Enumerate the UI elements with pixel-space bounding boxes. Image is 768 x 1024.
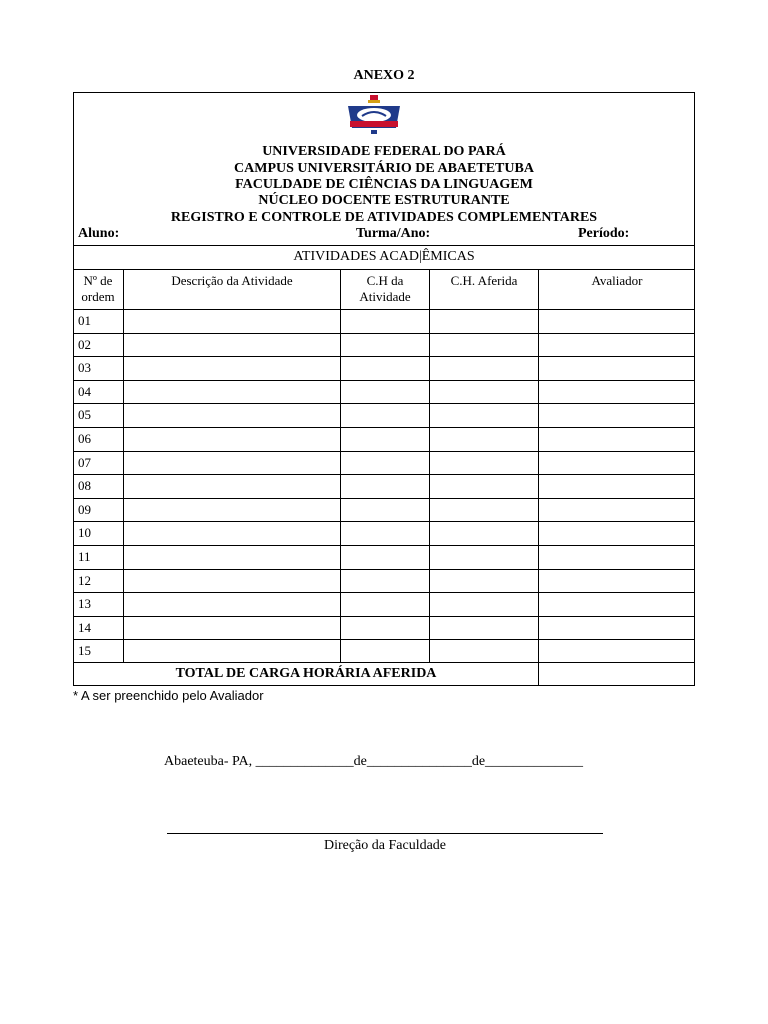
header-faculty: FACULDADE DE CIÊNCIAS DA LINGUAGEM <box>235 177 533 192</box>
row-line <box>73 451 695 452</box>
row-number: 01 <box>78 313 91 328</box>
signature-line <box>167 833 603 834</box>
col-line-2 <box>340 269 341 662</box>
col-order-header: Nº de ordem <box>81 273 115 304</box>
row-line <box>73 521 695 522</box>
row-number: 03 <box>78 360 91 375</box>
row-number: 05 <box>78 407 91 422</box>
col-line-3 <box>429 269 430 662</box>
row-line <box>73 616 695 617</box>
divider-section <box>73 269 695 270</box>
signature-label: Direção da Faculdade <box>323 838 447 853</box>
row-line <box>73 498 695 499</box>
row-line <box>73 545 695 546</box>
student-label: Aluno: <box>78 226 120 241</box>
col-credited-header: C.H. Aferida <box>450 273 518 288</box>
row-line <box>73 356 695 357</box>
col-line-1 <box>123 269 124 662</box>
header-nucleus: NÚCLEO DOCENTE ESTRUTURANTE <box>258 193 510 208</box>
row-line <box>73 427 695 428</box>
section-title: ATIVIDADES ACAD|ÊMICAS <box>293 249 475 264</box>
period-label: Período: <box>578 226 630 241</box>
row-number: 09 <box>78 502 91 517</box>
row-number: 06 <box>78 431 91 446</box>
divider-total <box>73 662 695 663</box>
header-form-title: REGISTRO E CONTROLE DE ATIVIDADES COMPLEMENTARES <box>170 210 598 225</box>
annex-title: ANEXO 2 <box>353 68 415 83</box>
row-number: 08 <box>78 478 91 493</box>
row-number: 04 <box>78 384 91 399</box>
row-number: 14 <box>78 620 91 635</box>
col-line-4 <box>538 269 539 686</box>
header-university: UNIVERSIDADE FEDERAL DO PARÁ <box>262 144 506 159</box>
col-hours-header: C.H da Atividade <box>359 273 411 304</box>
row-number: 10 <box>78 525 91 540</box>
row-line <box>73 474 695 475</box>
footnote: * A ser preenchido pelo Avaliador <box>73 688 264 703</box>
row-line <box>73 333 695 334</box>
header-campus: CAMPUS UNIVERSITÁRIO DE ABAETETUBA <box>234 161 534 176</box>
row-line <box>73 569 695 570</box>
row-line <box>73 403 695 404</box>
col-description-header: Descrição da Atividade <box>171 273 293 288</box>
divider-header <box>73 245 695 246</box>
col-evaluator-header: Avaliador <box>591 273 643 288</box>
row-line <box>73 380 695 381</box>
row-number: 07 <box>78 455 91 470</box>
row-number: 15 <box>78 643 91 658</box>
date-line: Abaeteuba- PA, ______________de_______________de______________ <box>164 754 584 769</box>
row-number: 12 <box>78 573 91 588</box>
row-line <box>73 592 695 593</box>
total-label: TOTAL DE CARGA HORÁRIA AFERIDA <box>175 666 437 681</box>
university-logo <box>344 94 404 138</box>
row-number: 13 <box>78 596 91 611</box>
row-number: 11 <box>78 549 91 564</box>
row-number: 02 <box>78 337 91 352</box>
row-line <box>73 639 695 640</box>
row-line <box>73 309 695 310</box>
class-label: Turma/Ano: <box>356 226 431 241</box>
